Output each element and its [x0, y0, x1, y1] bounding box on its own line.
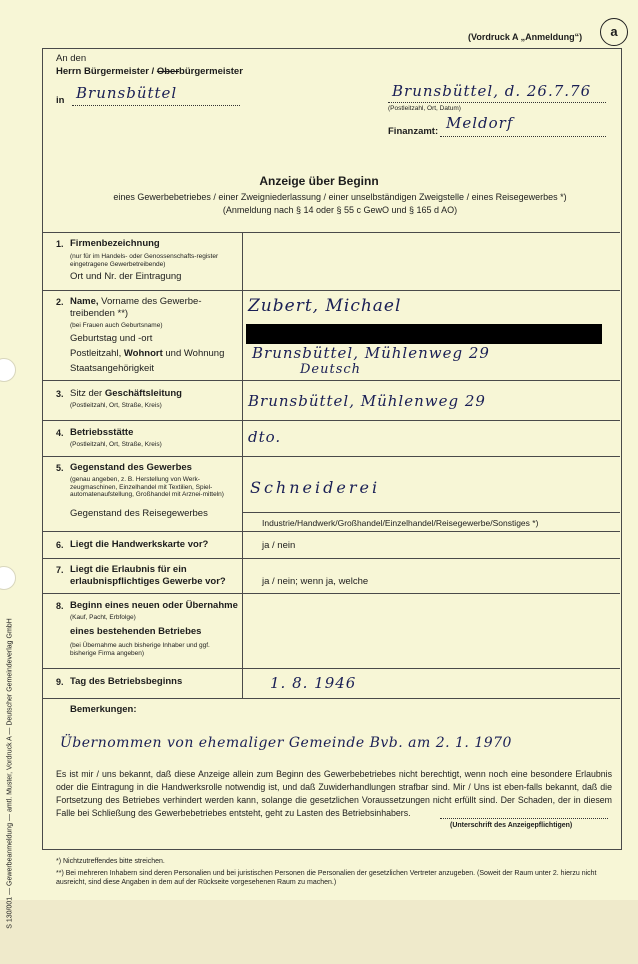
place-date-value: Brunsbüttel, d. 26.7.76 [392, 82, 592, 100]
footnote-2: **) Bei mehreren Inhabern sind deren Personalien und bei juristischen Personen die Personalien der gesetzlichen Vertreter anzugeben. (Soweit der Raum unter 2. hierzu nicht ausreicht, sind diese Angaben in dem auf der Rückseite vorgesehenen Raum zu machen.) [56, 870, 597, 886]
row-7-number: 7. [56, 565, 64, 575]
row-2-title: Name, Vorname des Gewerbe- [70, 296, 202, 307]
row-2-title-2: treibenden **) [70, 308, 129, 319]
row-7-title-2: erlaubnispflichtiges Gewerbe vor? [70, 576, 226, 587]
finanzamt-label: Finanzamt: [388, 126, 439, 137]
an-den-label: An den [56, 53, 87, 64]
row-1-sub: Ort und Nr. der Eintragung [70, 271, 182, 282]
row-9-value: 1. 8. 1946 [270, 674, 357, 692]
row-3-value: Brunsbüttel, Mühlenweg 29 [248, 392, 486, 410]
row-5-sub: Gegenstand des Reisegewerbes [70, 508, 208, 519]
row-2-address-label: Postleitzahl, Wohnort und Wohnung [70, 348, 225, 359]
form-title: Anzeige über Beginn [259, 174, 379, 188]
row-2-address-value: Brunsbüttel, Mühlenweg 29 [252, 344, 490, 362]
footnote-1: *) Nichtzutreffendes bitte streichen. [56, 858, 165, 865]
redaction-bar [246, 324, 602, 344]
row-4-title: Betriebsstätte [70, 427, 134, 438]
declaration-text: Es ist mir / uns bekannt, daß diese Anzeige allein zum Beginn des Gewerbebetriebes nicht berechtigt, wenn noch eine besondere Erlaubnis oder die Eintragung in die Handwerksrolle notwendig ist, und daß Zuwiderhandlungen strafbar sind. Mir / Uns ist eben-falls bekannt, daß die Fortsetzung des Betriebes verhindert werden kann, solange die gesetzlichen Voraussetzungen nicht erfüllt sind. Der Schaden, der in diesem Falle bei Schließung des Gewerbebetriebes entsteht, geht zu Lasten des Betriebsinhabers. [56, 769, 612, 818]
row-8-title-2: eines bestehenden Betriebes [70, 626, 202, 637]
row-2-note: (bei Frauen auch Geburtsname) [70, 322, 163, 329]
row-7-title-1: Liegt die Erlaubnis für ein [70, 564, 187, 575]
row-8-number: 8. [56, 601, 64, 611]
row-1-number: 1. [56, 239, 64, 249]
row-5-title: Gegenstand des Gewerbes [70, 462, 192, 473]
punch-hole-top [0, 358, 16, 382]
remarks-label: Bemerkungen: [70, 704, 137, 715]
row-6-title: Liegt die Handwerkskarte vor? [70, 539, 209, 550]
form-frame [42, 48, 622, 850]
row-5-options: Industrie/Handwerk/Großhandel/Einzelhandel/Reisegewerbe/Sonstiges *) [262, 518, 539, 528]
row-2-nationality-label: Staatsangehörigkeit [70, 363, 154, 374]
row-2-birth-label: Geburtstag und -ort [70, 333, 153, 344]
signature-caption: (Unterschrift des Anzeigepflichtigen) [450, 822, 573, 829]
finanzamt-value: Meldorf [446, 114, 514, 132]
row-2-number: 2. [56, 297, 64, 307]
form-id: (Vordruck A „Anmeldung“) [468, 32, 583, 42]
remarks-value: Übernommen von ehemaliger Gemeinde Bvb. am 2. 1. 1970 [60, 735, 512, 751]
recipient-label: Herrn Bürgermeister / Oberbürgermeister [56, 66, 243, 77]
row-5-number: 5. [56, 463, 64, 473]
row-4-number: 4. [56, 428, 64, 438]
row-3-title: Sitz der Geschäftsleitung [70, 388, 182, 399]
in-value: Brunsbüttel [76, 84, 178, 102]
side-print-text: S 130/001 — Gewerbeanmeldung — amtl. Muster, Vordruck A — Deutscher Gemeindeverlag GmbH [6, 618, 14, 929]
row-5-value: Schneiderei [250, 478, 381, 497]
row-1-title: Firmenbezeichnung [70, 238, 160, 249]
row-9-title: Tag des Betriebsbeginns [70, 676, 183, 687]
form-legal-basis: (Anmeldung nach § 14 oder § 55 c GewO und § 165 d AO) [222, 205, 458, 215]
form-subtitle: eines Gewerbebetriebes / einer Zweigniederlassung / einer unselbständigen Zweigstelle / eines Reisegewerbes *) [113, 192, 567, 202]
row-9-number: 9. [56, 677, 64, 687]
row-1-note: (nur für im Handels- oder Genossenschafts-register eingetragene Gewerbetreibende) [70, 253, 219, 268]
row-2-name-value: Zubert, Michael [248, 296, 402, 316]
row-2-nationality-value: Deutsch [300, 362, 362, 377]
in-label: in [56, 95, 65, 106]
row-6-options: ja / nein [262, 540, 296, 551]
row-8-note-2: (bei Übernahme auch bisherige Inhaber und ggf. bisherige Firma angeben) [70, 642, 210, 657]
row-4-note: (Postleitzahl, Ort, Straße, Kreis) [70, 441, 162, 448]
row-4-value: dto. [248, 428, 282, 446]
row-7-options: ja / nein; wenn ja, welche [262, 576, 369, 587]
row-8-note-1: (Kauf, Pacht, Erbfolge) [70, 614, 136, 621]
row-8-title-1: Beginn eines neuen oder Übernahme [70, 600, 238, 611]
row-6-number: 6. [56, 540, 64, 550]
row-5-note: (genau angeben, z. B. Herstellung von Werk-zeugmaschinen, Einzelhandel mit Textilien, Spiel-automatenaufstellung, Großhandel mit Arznei-mitteln) [70, 476, 224, 498]
form-letter-circle: a [600, 18, 628, 46]
place-date-caption: (Postleitzahl, Ort, Datum) [388, 105, 461, 112]
row-3-note: (Postleitzahl, Ort, Straße, Kreis) [70, 402, 162, 409]
row-3-number: 3. [56, 389, 64, 399]
